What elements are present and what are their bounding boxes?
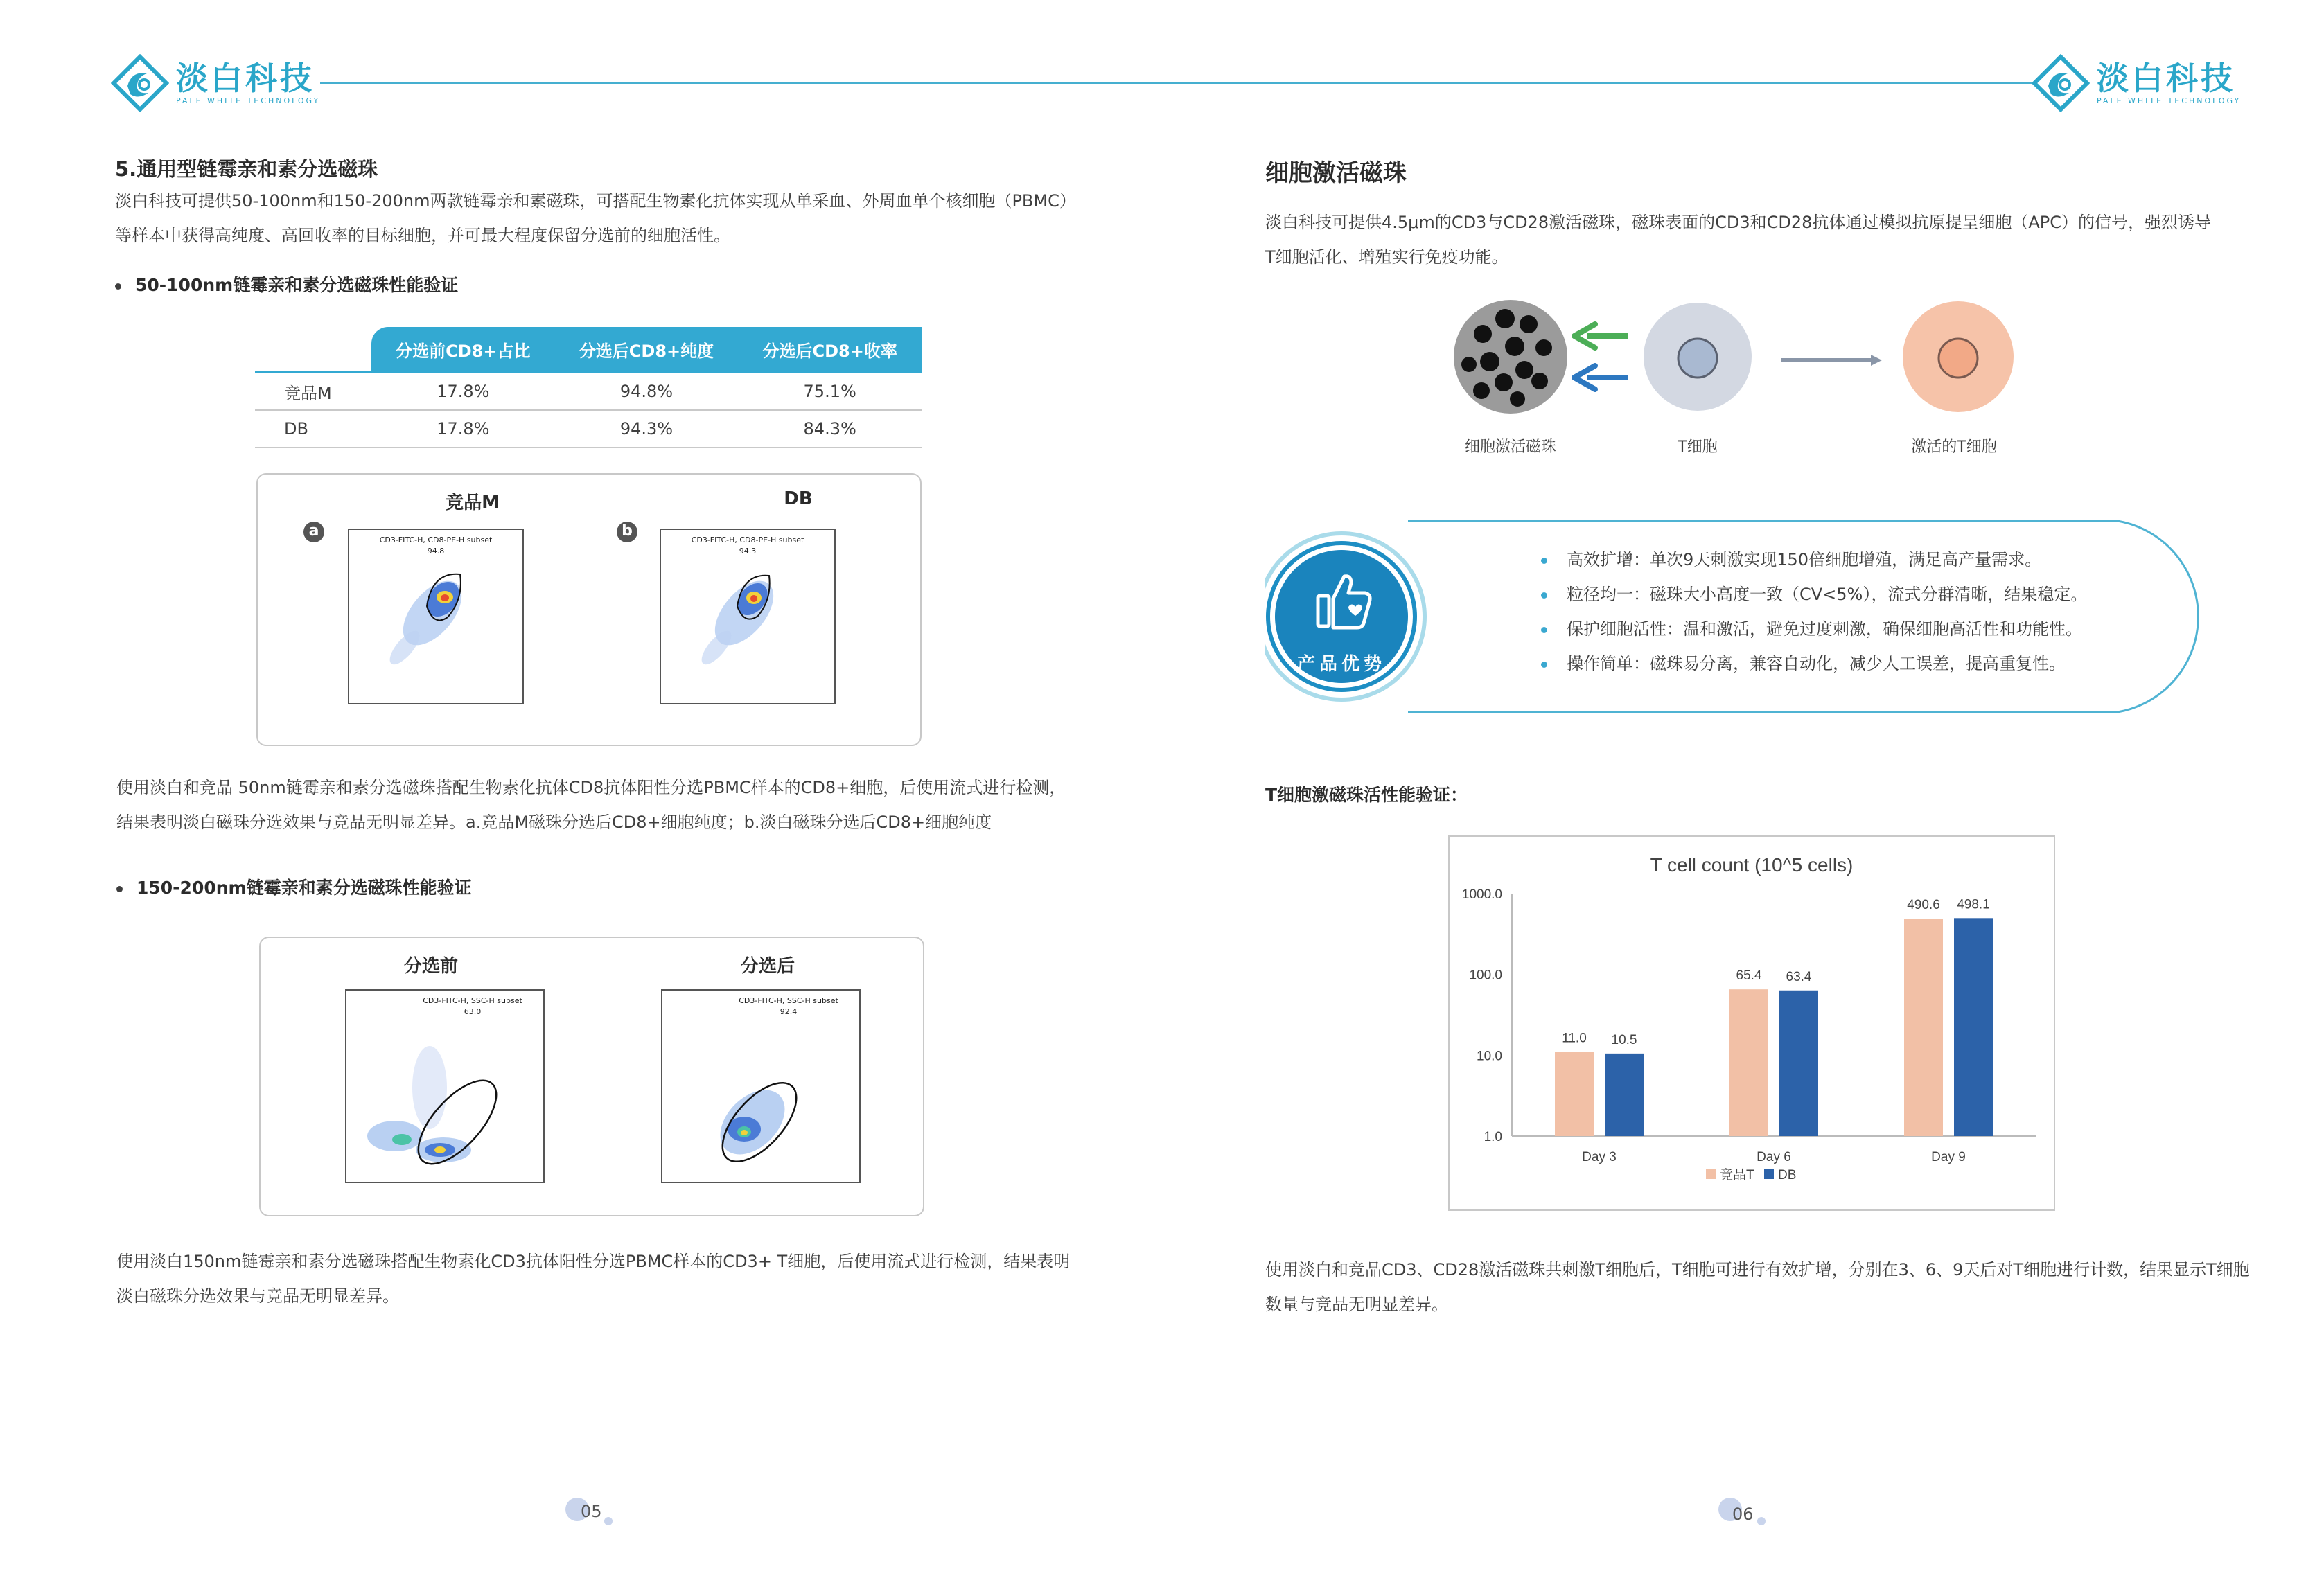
flow-figure-cd8 <box>256 473 922 746</box>
page-number-left: 05 <box>581 1502 602 1521</box>
flow-plot-after <box>661 989 861 1183</box>
plot-value: 92.4 <box>780 1007 798 1016</box>
table-row <box>255 373 922 411</box>
plot-title: CD3-FITC-H, SSC-H subset <box>423 996 522 1005</box>
page-dot <box>604 1517 613 1525</box>
intro-line-2: 等样本中获得高纯度、高回收率的目标细胞，并可最大程度保留分选前的细胞活性。 <box>115 226 730 245</box>
logo-icon <box>111 54 169 112</box>
advantage-label: 产品优势 <box>1296 654 1386 675</box>
table-cell: 17.8% <box>371 410 555 447</box>
desc1-line-1: 使用淡白和竞品 50nm链霉亲和素分选磁珠搭配生物素化抗体CD8抗体阳性分选PBMC样本的CD8+细胞，后使用流式进行检测， <box>116 778 1066 797</box>
bullet-150-200nm: 150-200nm链霉亲和素分选磁珠性能验证 <box>116 874 472 899</box>
intro-line-1: 淡白科技可提供50-100nm和150-200nm两款链霉亲和素磁珠，可搭配生物素化抗体实现从单采血、外周血单个核细胞（PBMC） <box>115 191 1076 211</box>
plot-title: CD3-FITC-H, CD8-PE-H subset <box>691 535 804 544</box>
x-tick-label: Day 6 <box>1757 1150 1791 1164</box>
legend-swatch <box>1706 1169 1716 1179</box>
figure-label-right: 分选后 <box>740 956 795 977</box>
data-label: 490.6 <box>1907 898 1940 913</box>
advantage-item: 高效扩增：单次9天刺激实现150倍细胞增殖，满足高产量需求。 <box>1541 546 2041 570</box>
brand-logo-left <box>111 54 320 112</box>
table-cell: 94.3% <box>555 410 739 447</box>
section-title: 细胞激活磁珠 <box>1265 159 1407 187</box>
desc2-line-1: 使用淡白150nm链霉亲和素分选磁珠搭配生物素化CD3抗体阳性分选PBMC样本的CD3+ T细胞，后使用流式进行检测，结果表明 <box>116 1252 1071 1271</box>
y-tick-label: 1000.0 <box>1461 887 1502 902</box>
desc-line-2: 数量与竞品无明显差异。 <box>1265 1295 1448 1314</box>
page-number-right: 06 <box>1732 1505 1754 1524</box>
scatter-density <box>346 991 543 1182</box>
label-bead: 细胞激活磁珠 <box>1464 438 1556 456</box>
bar <box>1954 918 1993 1136</box>
flow-plot-before <box>345 989 545 1183</box>
plot-value: 63.0 <box>464 1007 482 1016</box>
chart-title: T cell count (10^5 cells) <box>1650 854 1854 876</box>
label-tcell: T细胞 <box>1678 438 1718 456</box>
thumbs-up-icon <box>1314 568 1375 630</box>
bar <box>1605 1054 1644 1136</box>
table-header: 分选前CD8+占比 <box>371 327 555 373</box>
y-tick-label: 1.0 <box>1484 1130 1502 1144</box>
comparison-table <box>255 327 922 448</box>
plot-value: 94.3 <box>739 547 757 556</box>
brand-name: 淡白科技 <box>2097 60 2235 97</box>
brand-name-en: PALE WHITE TECHNOLOGY <box>176 96 321 105</box>
legend-swatch <box>1764 1169 1774 1179</box>
advantage-item: 粒径均一：磁珠大小高度一致（CV<5%），流式分群清晰，结果稳定。 <box>1541 580 2087 605</box>
chart-canvas <box>1450 837 2054 1209</box>
plot-title: CD3-FITC-H, SSC-H subset <box>739 996 838 1005</box>
x-tick-label: Day 9 <box>1931 1150 1966 1164</box>
flow-plot-b <box>660 529 836 704</box>
plot-value: 94.8 <box>427 547 445 556</box>
table-header: 分选后CD8+纯度 <box>555 327 739 373</box>
row-label: 竞品M <box>255 373 371 411</box>
table-cell: 17.8% <box>371 373 555 411</box>
intro-line-2: T细胞活化、增殖实行免疫功能。 <box>1265 247 1508 267</box>
bar <box>1729 989 1768 1136</box>
label-activated-tcell: 激活的T细胞 <box>1911 438 1997 456</box>
table-header: 分选后CD8+收率 <box>738 327 922 373</box>
data-label: 63.4 <box>1786 969 1812 984</box>
figure-label-right: DB <box>784 488 813 509</box>
figure-label-left: 分选前 <box>403 956 458 977</box>
header-divider <box>320 82 2032 84</box>
y-tick-label: 100.0 <box>1469 968 1502 983</box>
table-cell: 75.1% <box>738 373 922 411</box>
desc2-line-2: 淡白磁珠分选效果与竞品无明显差异。 <box>116 1286 399 1306</box>
section-title: 5.通用型链霉亲和素分选磁珠 <box>115 157 378 181</box>
bar <box>1904 919 1943 1136</box>
figure-label-left: 竞品M <box>446 493 500 513</box>
advantage-item: 保护细胞活性：温和激活，避免过度刺激，确保细胞高活性和功能性。 <box>1541 615 2082 639</box>
desc1-line-2: 结果表明淡白磁珠分选效果与竞品无明显差异。a.竞品M磁珠分选后CD8+细胞纯度；b.淡白磁珠分选后CD8+细胞纯度 <box>116 813 992 832</box>
data-label: 65.4 <box>1736 968 1762 984</box>
brand-name-en: PALE WHITE TECHNOLOGY <box>2097 96 2242 105</box>
row-label: DB <box>255 410 371 447</box>
plot-title: CD3-FITC-H, CD8-PE-H subset <box>379 535 493 544</box>
scatter-density <box>661 530 834 703</box>
bar <box>1779 991 1818 1136</box>
table-corner <box>255 327 371 373</box>
bar <box>1555 1052 1594 1136</box>
legend-label: 竞品T <box>1720 1168 1754 1182</box>
brand-logo-right <box>2032 54 2241 112</box>
advantage-item: 操作简单：磁珠易分离，兼容自动化，减少人工误差，提高重复性。 <box>1541 650 2066 674</box>
y-tick-label: 10.0 <box>1477 1049 1502 1064</box>
chart-heading: T细胞激磁珠活性能验证： <box>1265 785 1468 805</box>
activation-diagram <box>1448 298 2072 429</box>
legend-label: DB <box>1778 1168 1797 1182</box>
badge-b: b <box>617 522 637 542</box>
table-cell: 84.3% <box>738 410 922 447</box>
data-label: 10.5 <box>1611 1032 1637 1047</box>
badge-a: a <box>303 522 324 542</box>
data-label: 11.0 <box>1562 1031 1587 1046</box>
flow-plot-a <box>348 529 524 704</box>
intro-line-1: 淡白科技可提供4.5μm的CD3与CD28激活磁珠，磁珠表面的CD3和CD28抗体通过模拟抗原提呈细胞（APC）的信号，强烈诱导 <box>1265 213 2212 232</box>
desc-line-1: 使用淡白和竞品CD3、CD28激活磁珠共刺激T细胞后，T细胞可进行有效扩增，分别在3、6、9天后对T细胞进行计数，结果显示T细胞 <box>1265 1260 2250 1279</box>
scatter-density <box>349 530 522 703</box>
tcell-count-chart <box>1448 835 2055 1211</box>
brand-name: 淡白科技 <box>176 60 315 97</box>
table-cell: 94.8% <box>555 373 739 411</box>
bullet-50-100nm: 50-100nm链霉亲和素分选磁珠性能验证 <box>115 272 458 296</box>
table-row <box>255 410 922 447</box>
logo-icon <box>2032 54 2090 112</box>
flow-figure-cd3 <box>259 937 924 1216</box>
scatter-density <box>662 991 859 1182</box>
x-tick-label: Day 3 <box>1582 1150 1617 1164</box>
page-dot <box>1757 1517 1766 1525</box>
data-label: 498.1 <box>1957 897 1990 912</box>
